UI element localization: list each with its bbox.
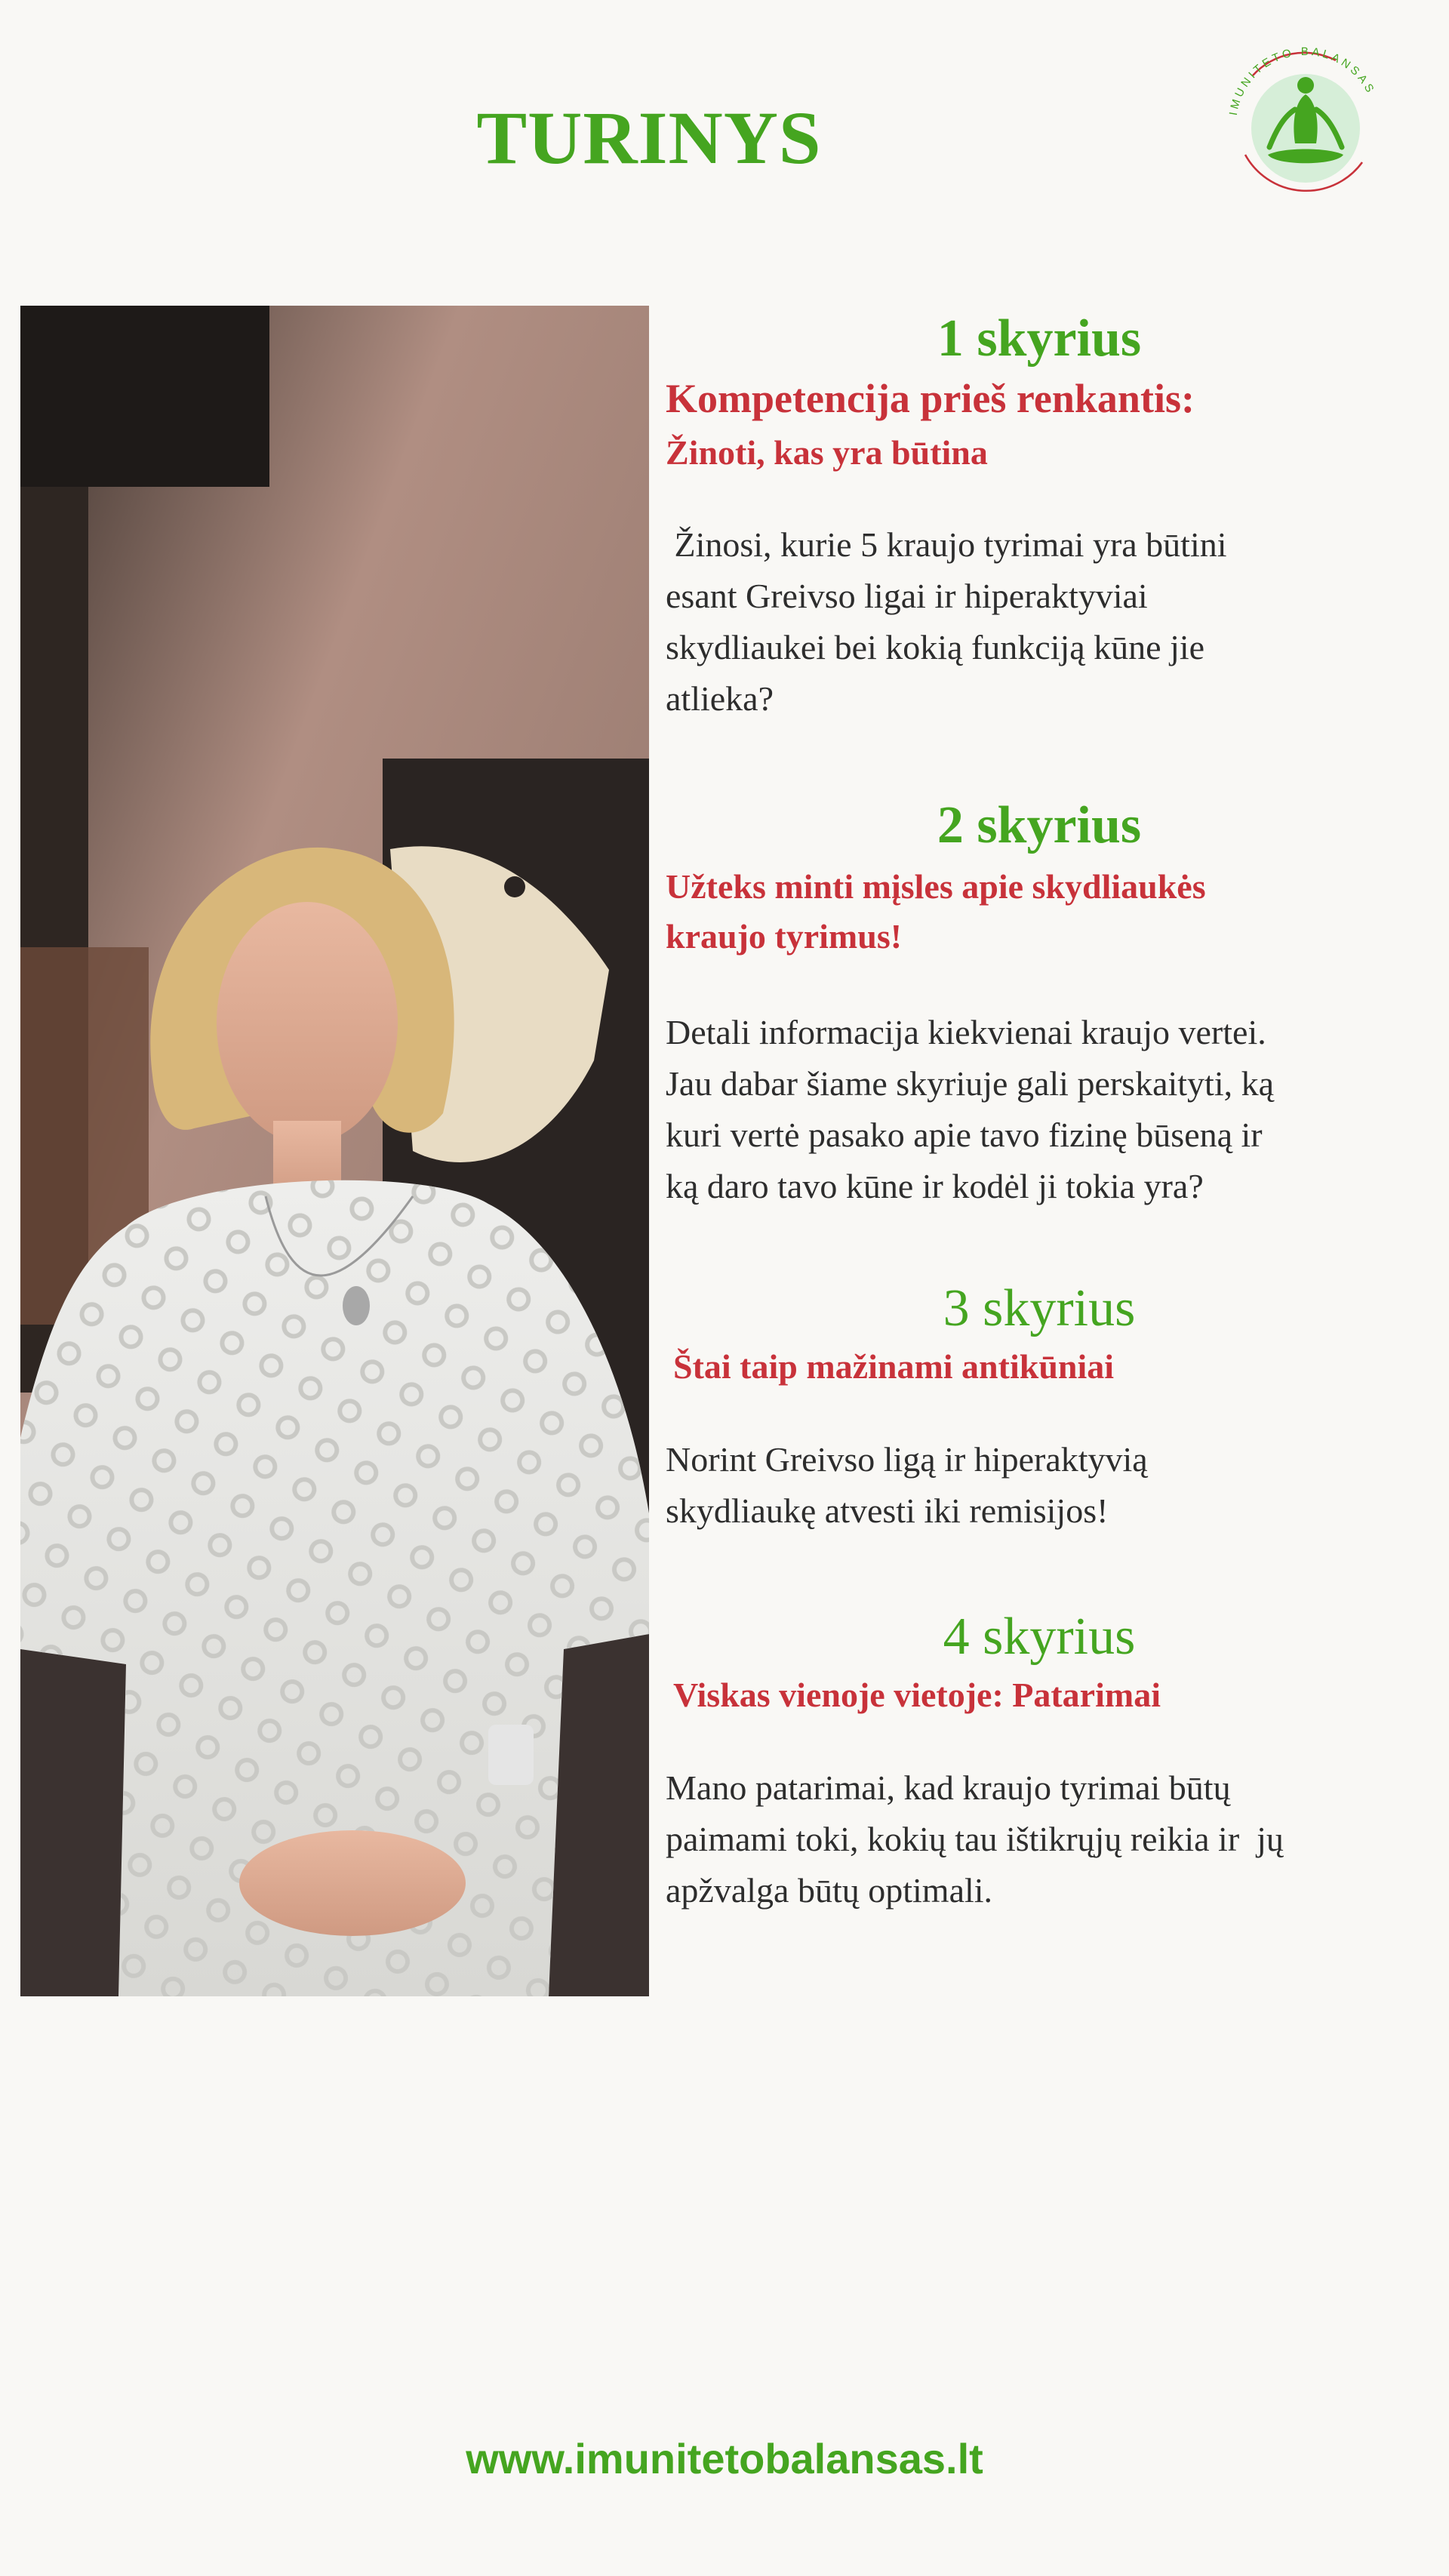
chapter-2 — [666, 796, 1413, 1212]
chapter-subtitle: Štai taip mažinami antikūniai — [673, 1347, 1115, 1386]
description-line: paimami toki, kokių tau ištikrųjų reikia ir jų — [666, 1819, 1284, 1858]
chapter-4 — [666, 1608, 1413, 1916]
chapter-description — [666, 1762, 1413, 1916]
logo-text: IMUNITETO BALANSAS — [1226, 45, 1378, 117]
chapter-subtitle: Viskas vienoje vietoje: Patarimai — [673, 1676, 1161, 1714]
chapter-number: 2 skyrius — [937, 796, 1142, 854]
chapter-subtitle: Užteks minti mįsles apie skydliaukės — [666, 867, 1206, 906]
description-line: skydliaukę atvesti iki remisijos! — [666, 1491, 1109, 1530]
description-line: ką daro tavo kūne ir kodėl ji tokia yra? — [666, 1167, 1204, 1205]
description-line: Jau dabar šiame skyriuje gali perskaityti, ką — [666, 1064, 1275, 1103]
description-line: Mano patarimai, kad kraujo tyrimai būtų — [666, 1768, 1231, 1807]
description-line: Detali informacija kiekvienai kraujo vertei. — [666, 1013, 1266, 1051]
description-line: kuri vertė pasako apie tavo fizinę būseną ir — [666, 1116, 1263, 1154]
chapter-1 — [666, 306, 1413, 725]
description-line: esant Greivso ligai ir hiperaktyviai — [666, 577, 1148, 615]
chapter-description — [666, 1007, 1413, 1212]
chapter-description — [666, 519, 1413, 725]
meditation-figure-icon — [1223, 42, 1389, 208]
description-line: apžvalga būtų optimali. — [666, 1870, 993, 1910]
chapter-number: 1 skyrius — [937, 309, 1142, 368]
chapter-number: 4 skyrius — [943, 1608, 1136, 1666]
imuniteto-balansas-logo — [1223, 42, 1389, 208]
chapter-description — [666, 1434, 1413, 1537]
description-line: Norint Greivso ligą ir hiperaktyvią — [666, 1439, 1148, 1479]
chapter-subtitle-line2: Žinoti, kas yra būtina — [666, 432, 988, 472]
website-link[interactable]: www.imunitetobalansas.lt — [466, 2435, 983, 2482]
description-line: skydliaukei bei kokią funkciją kūne jie — [666, 628, 1205, 666]
chapter-subtitle-line2: kraujo tyrimus! — [666, 917, 903, 956]
chapter-subtitle: Kompetencija prieš renkantis: — [666, 376, 1195, 421]
page-title: TURINYS — [476, 96, 822, 180]
chapter-3 — [666, 1279, 1413, 1537]
description-line: Žinosi, kurie 5 kraujo tyrimai yra būtini — [666, 525, 1227, 564]
portrait-photo — [20, 306, 649, 1996]
chapter-number: 3 skyrius — [943, 1279, 1136, 1337]
description-line: atlieka? — [666, 679, 774, 718]
